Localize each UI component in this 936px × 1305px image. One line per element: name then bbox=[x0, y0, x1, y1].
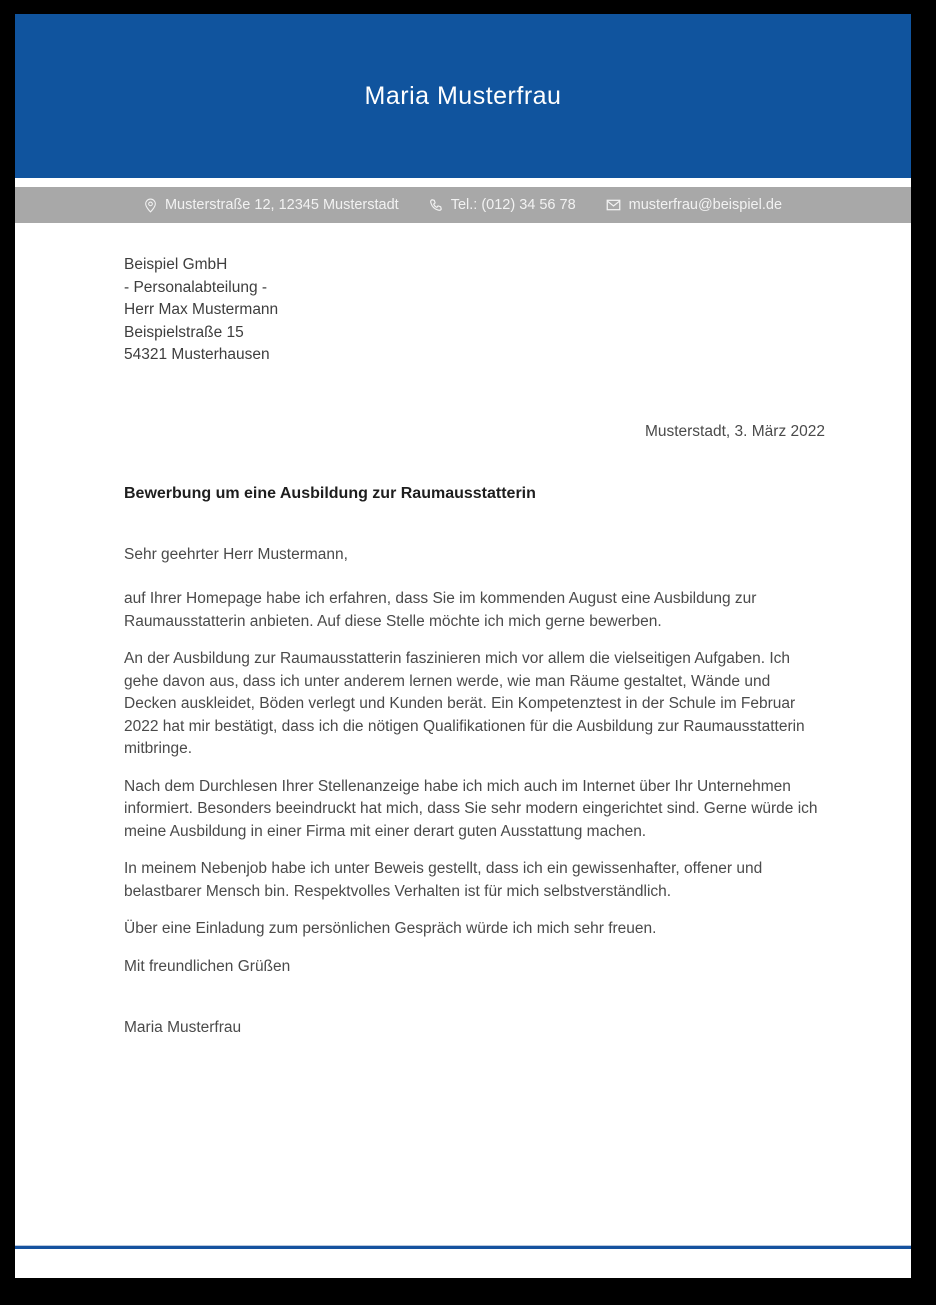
applicant-name: Maria Musterfrau bbox=[364, 81, 562, 110]
salutation: Sehr geehrter Herr Mustermann, bbox=[124, 545, 348, 563]
contact-phone bbox=[429, 197, 576, 213]
paragraph: Über eine Einladung zum persönlichen Gespräch würde ich mich sehr freuen. bbox=[124, 920, 657, 937]
recipient-address-block bbox=[124, 254, 825, 367]
paragraph: An der Ausbildung zur Raumausstatterin faszinieren mich vor allem die vielseitigen Aufgaben. Ich gehe davon aus, dass ich unter anderem lernen werde, wie man Räume gestaltet, Wände und Decken auskleidet, Böden verlegt und Kunden berät. Ein Kompetenztest in der Schule im Februar 2022 hat mir bestätigt, dass ich die nötigen Qualifikationen für die Ausbildung zur Raumausstatterin mitbringe. bbox=[124, 650, 805, 757]
paragraph: In meinem Nebenjob habe ich unter Beweis gestellt, dass ich ein gewissenhafter, offener und belastbarer Mensch bin. Respektvolles Verhalten ist für mich selbstverständlich. bbox=[124, 860, 763, 900]
contact-email bbox=[606, 197, 782, 213]
signature-name: Maria Musterfrau bbox=[124, 1019, 242, 1036]
letter-page bbox=[15, 14, 911, 1278]
paragraph: auf Ihrer Homepage habe ich erfahren, dass Sie im kommenden August eine Ausbildung zur Raumausstatterin anbieten. Auf diese Stelle möchte ich mich gerne bewerben. bbox=[124, 590, 757, 630]
contact-address bbox=[144, 197, 399, 213]
contact-address-text: Musterstraße 12, 12345 Musterstadt bbox=[164, 197, 399, 213]
recipient-line: Herr Max Mustermann bbox=[124, 301, 279, 318]
location-pin-icon bbox=[144, 198, 157, 213]
footer-accent-line bbox=[15, 1245, 911, 1249]
closing-formula: Mit freundlichen Grüßen bbox=[124, 957, 291, 975]
phone-icon bbox=[429, 198, 443, 212]
contact-phone-text: Tel.: (012) 34 56 78 bbox=[450, 197, 576, 213]
letter-paragraphs bbox=[124, 588, 825, 941]
paragraph: Nach dem Durchlesen Ihrer Stellenanzeige habe ich mich auch im Internet über Ihr Unternehmen informiert. Besonders beeindruckt hat mich, dass Sie sehr modern eingerichtet sind. Gerne würde ich meine Ausbildung in einer Firma mit einer derart guten Ausstattung machen. bbox=[124, 777, 818, 840]
recipient-line: Beispielstraße 15 bbox=[124, 323, 244, 341]
date-line: Musterstadt, 3. März 2022 bbox=[644, 422, 825, 440]
letter-body bbox=[15, 223, 911, 1040]
header-band bbox=[15, 14, 911, 178]
recipient-line: 54321 Musterhausen bbox=[124, 346, 270, 363]
envelope-icon bbox=[606, 199, 621, 211]
header-divider-gap bbox=[15, 178, 911, 187]
contact-bar bbox=[15, 187, 911, 223]
recipient-line: - Personalabteilung - bbox=[124, 278, 268, 296]
recipient-line: Beispiel GmbH bbox=[124, 256, 228, 273]
subject-line: Bewerbung um eine Ausbildung zur Raumausstatterin bbox=[124, 485, 536, 502]
contact-email-text: musterfrau@beispiel.de bbox=[628, 197, 783, 213]
